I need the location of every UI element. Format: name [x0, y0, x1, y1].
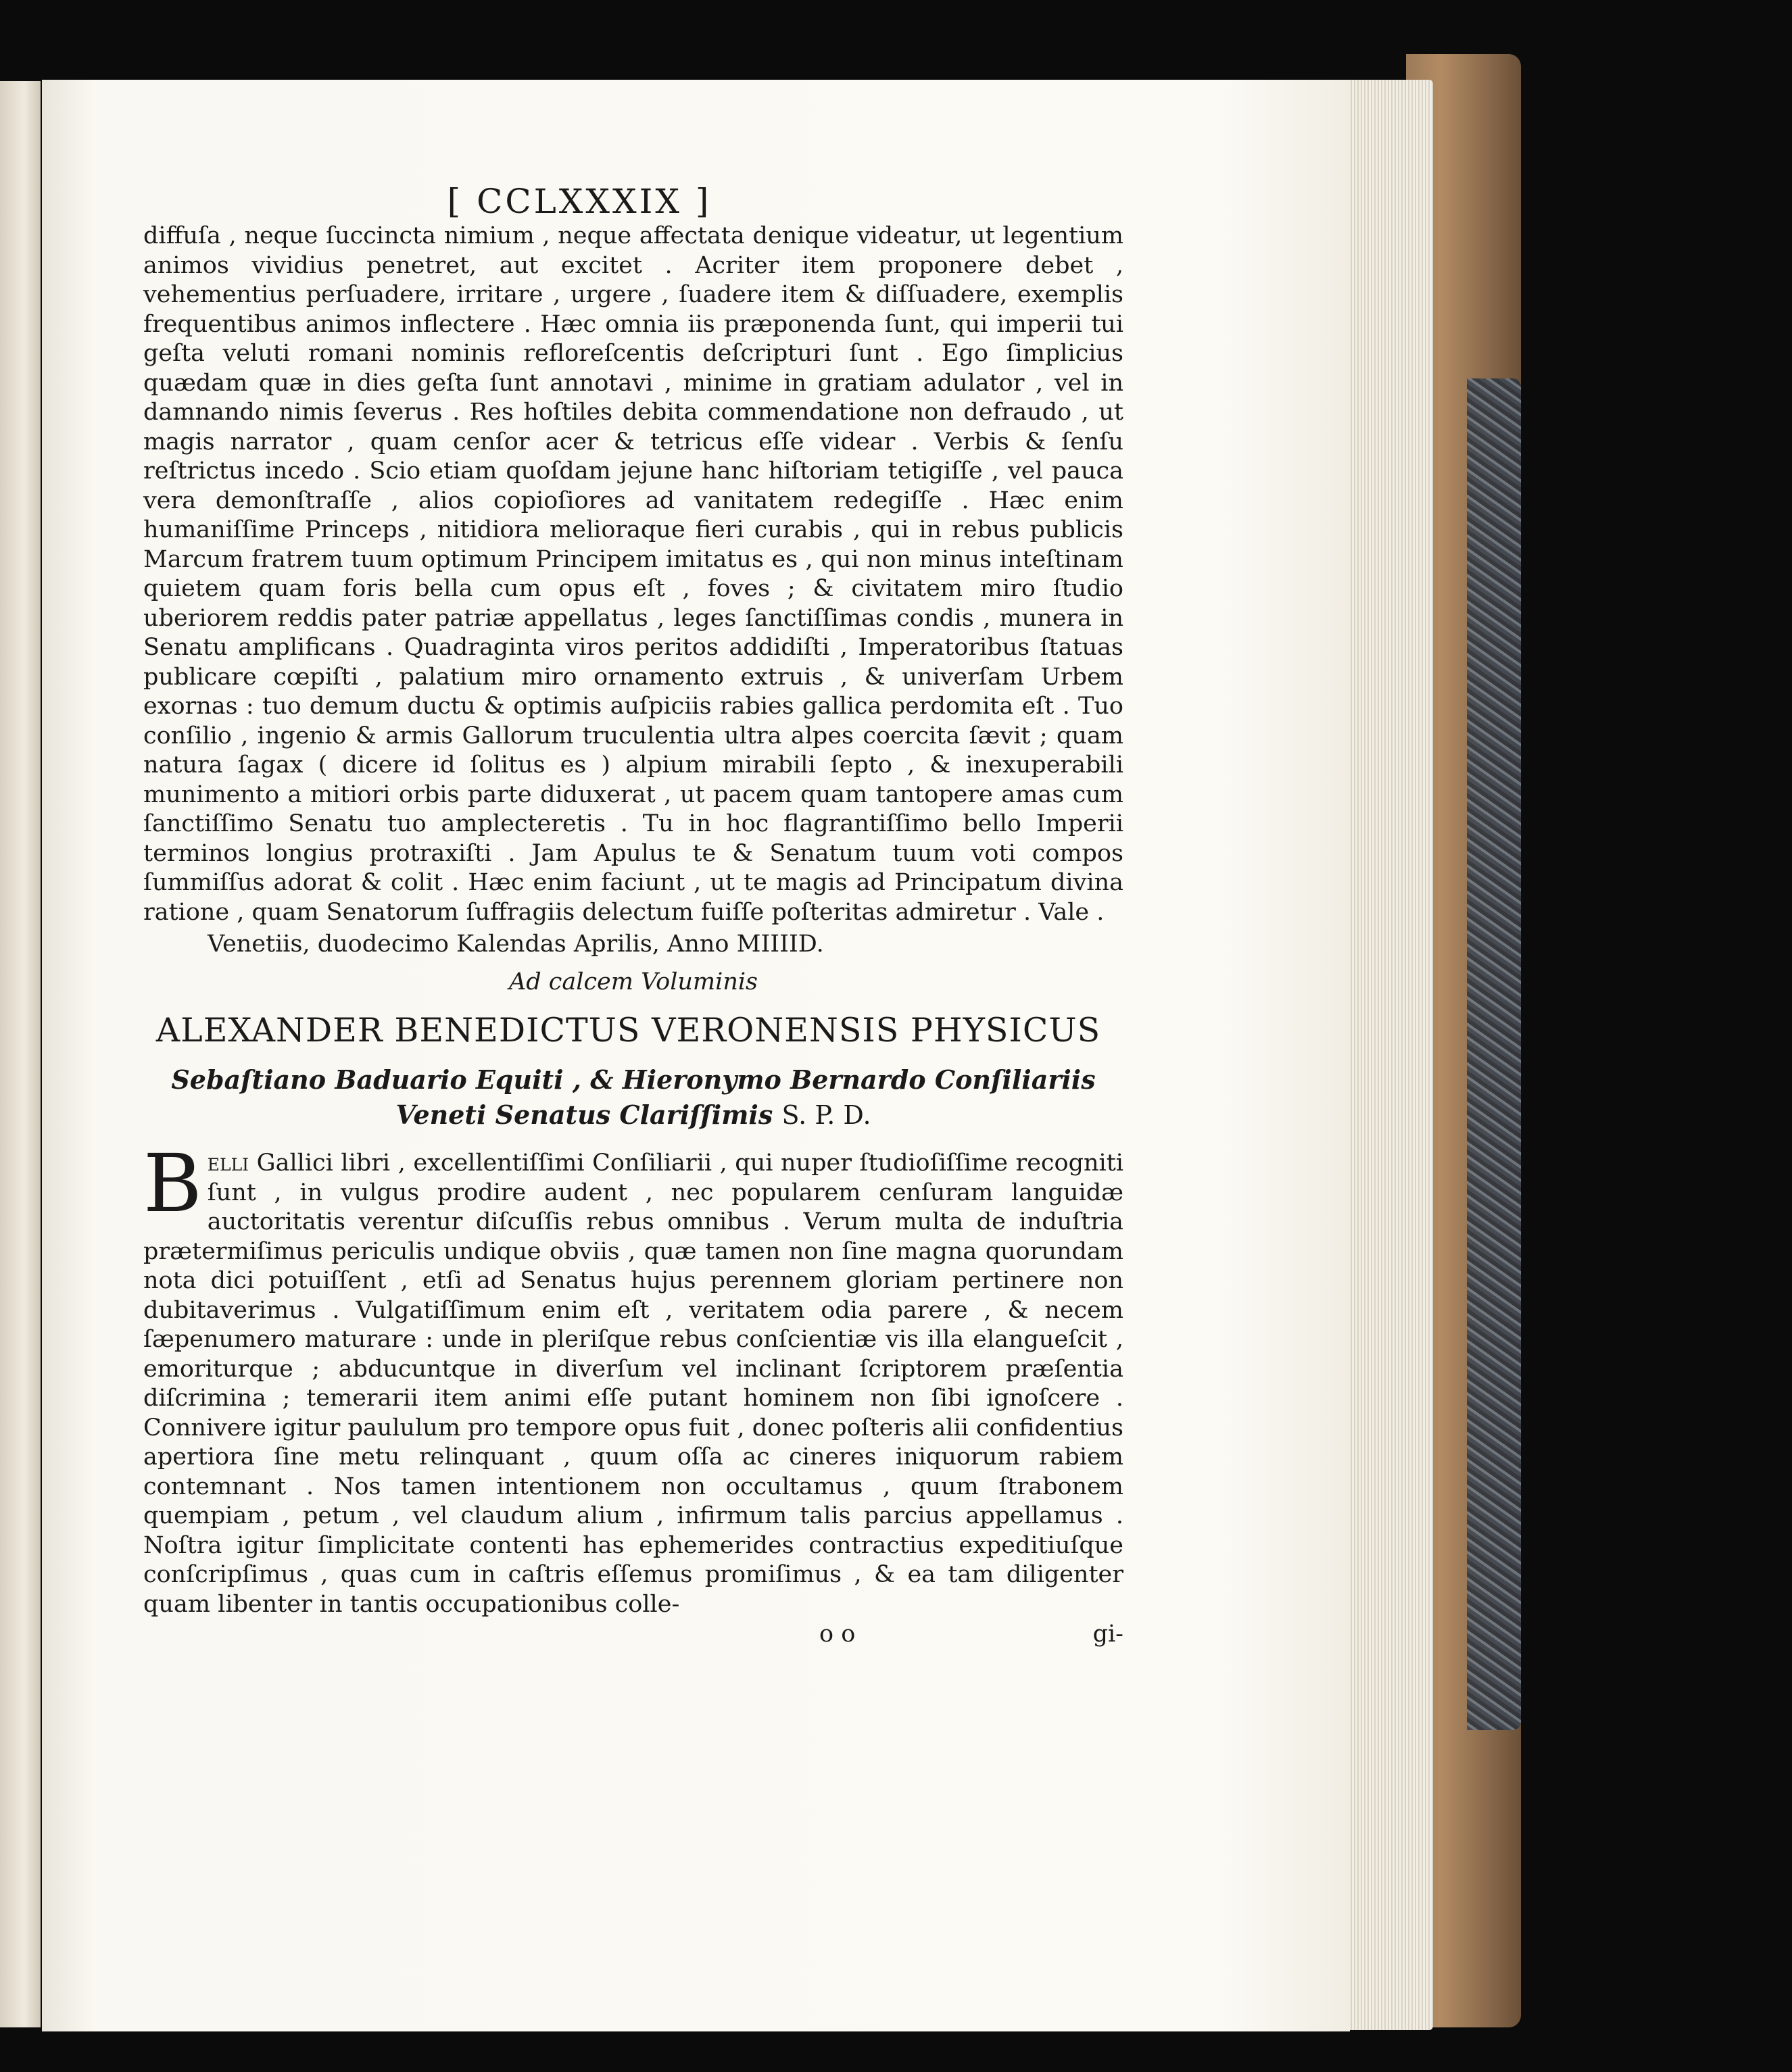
marbled-cover: [1467, 378, 1521, 1730]
letter-text: diffuſa , neque ſuccincta nimium , neque affectata denique videatur, ut legentium animos vividius penetret, aut excitet . Acriter item proponere debet , vehementius perſuadere, irritare , urgere , ſuadere item & diſſuadere, exemplis frequentibus animos inflectere . Hæc omnia iis præponenda ſunt, qui imperii tui geſta veluti romani nominis refloreſcentis deſcripturi ſunt . Ego ſimplicius quædam quæ in dies geſta ſunt annotavi , minime in gratiam adulator , vel in damnando nimis ſeverus . Res hoſtiles debita commendatione non defraudo , ut magis narrator , quam cenſor acer & tetricus eſſe videar . Verbis & ſenſu reſtrictus incedo . Scio etiam quoſdam jejune hanc hiſtoriam tetigiſſe , vel pauca vera demonſtraſſe , alios copioſiores ad vanitatem redegiſſe . Hæc enim humaniſſime Princeps , nitidiora melioraque fieri curabis , qui in rebus publicis Marcum fratrem tuum optimum Principem imitatus es , qui non minus inteſtinam quietem quam foris bella cum opus eſt , foves ; & civitatem miro ſtudio uberiorem reddis pater patriæ appellatus , leges ſanctiſſimas condis , munera in Senatu amplificans . Quadraginta viros peritos addidiſti , Imperatoribus ſtatuas publicare cœpiſti , palatium miro ornamento extruis , & univerſam Urbem exornas : tuo demum ductu & optimis auſpiciis rabies gallica perdomita eſt . Tuo conſilio , ingenio & armis Gallorum truculentia ultra alpes coercita ſævit ; quam natura ſagax ( dicere id ſolitus es ) alpium mirabili ſepto , & inexuperabili munimento a mitiori orbis parte diduxerat , ut pacem quam tantopere amas cum ſanctiſſimo Senatu tuo amplecteretis . Tu in hoc flagrantiſſimo bello Imperii terminos longius protraxiſti . Jam Apulus te & Senatum tuum voti compos ſummiſſus adorat & colit . Hæc enim faciunt , ut te magis ad Principatum divina ratione , quam Senatorum ſuffragiis delectum fuiſſe poſteritas admiretur . Vale .: [143, 222, 1123, 926]
book-page: [42, 80, 1350, 2031]
catchword: gi-: [1092, 1621, 1123, 1648]
dateline-text: Venetiis, duodecimo Kalendas Aprilis, Anno: [208, 931, 729, 958]
dedication-close: S. P. D.: [781, 1100, 871, 1130]
page-edges: [1345, 80, 1433, 2030]
signature-mark: o o: [819, 1621, 856, 1648]
caption: Ad calcem Voluminis: [508, 968, 758, 995]
facing-page-edge: [0, 81, 41, 2027]
text-block: [143, 181, 1123, 1652]
page-footer: [143, 1621, 1123, 1652]
dedication: [143, 1062, 1123, 1133]
body-text-content: Gallici libri , excellentiſſimi Conſiliarii , qui nuper ſtudioſiſſime recogniti ſunt , in vulgus prodire audent , nec popularem cenſuram languidæ auctoritatis verentur diſcuſſis rebus omnibus . Verum multa de induſtria prætermiſimus periculis undique obviis , quæ tamen non ſine magna quorundam nota dici potuiſſent , etſi ad Senatus hujus perennem gloriam pertinere non dubitaverimus . Vulgatiſſimum enim eſt , veritatem odia parere , & necem ſæpenumero maturare : unde in pleriſque rebus conſcientiæ vis illa elangueſcit , emoriturque ; abducuntque in diverſum vel inclinant ſcriptorem præſentia diſcrimina ; temerarii item animi eſſe putant hominem non ſibi ignoſcere . Connivere igitur paululum pro tempore opus fuit , donec poſteris alii confidentius apertiora ſine metu relinquant , quum oſſa ac cineres iniquorum rabiem contemnant . Nos tamen intentionem non occultamus , quum ſtrabonem quempiam , petum , vel claudum alium , infirmum talis parcius appellamus . Noſtra igitur ſimplicitate contenti has ephemerides contractius expeditiuſque conſcripſimus , quas cum in caſtris eſſemus promiſimus , & ea tam diligenter quam libenter in tantis occupationibus colle-: [143, 1150, 1123, 1618]
dateline-year: MIIIID.: [736, 931, 824, 958]
dateline: [208, 929, 1123, 960]
lead-word: elli: [207, 1150, 249, 1177]
running-head: [ CCLXXXIX ]: [447, 182, 712, 221]
drop-cap: B: [143, 1137, 202, 1230]
section-title: ALEXANDER BENEDICTUS VERONENSIS PHYSICUS: [155, 1011, 1101, 1050]
body-text: [143, 1137, 1123, 1619]
dedication-text: Sebaſtiano Baduario Equiti , & Hieronymo Bernardo Conſiliariis Veneti Senatus Clariſſimis: [171, 1064, 1096, 1130]
